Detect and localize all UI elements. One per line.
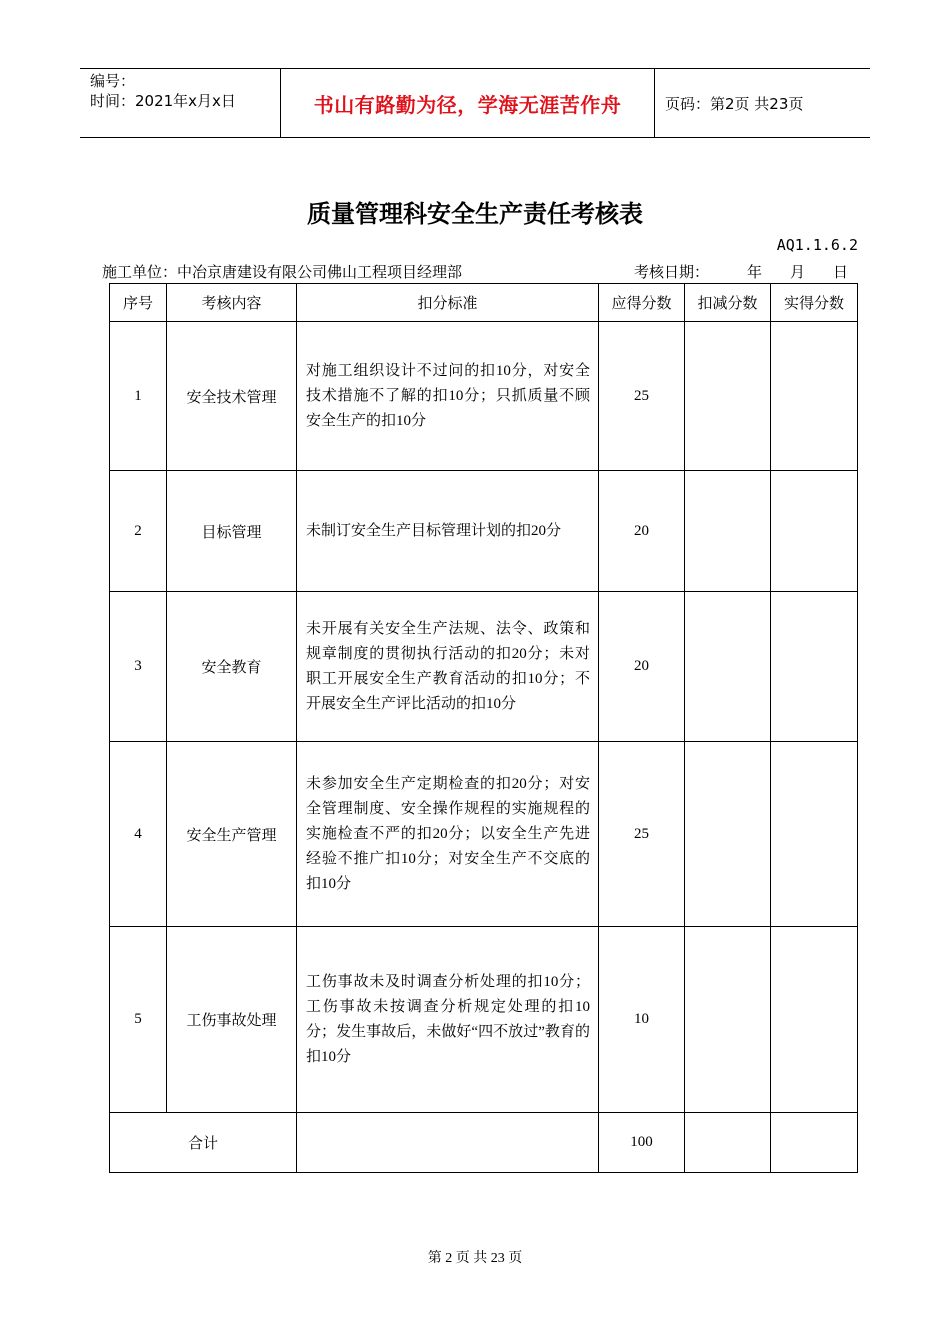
row-no: 5 (110, 927, 167, 1113)
total-score: 100 (599, 1113, 685, 1173)
header-criteria: 扣分标准 (297, 284, 599, 322)
table-row (110, 927, 858, 1113)
total-label: 合计 (110, 1113, 297, 1173)
total-actual-cell (771, 1113, 858, 1173)
row-item: 安全技术管理 (167, 322, 297, 471)
table-row (110, 471, 858, 592)
total-criteria-cell (297, 1113, 599, 1173)
row-criteria: 未制订安全生产目标管理计划的扣20分 (297, 471, 599, 592)
row-criteria: 未参加安全生产定期检查的扣20分；对安全管理制度、安全操作规程的实施规程的实施检查不严的扣20分；以安全生产先进经验不推广扣10分；对安全生产不交底的扣10分 (297, 742, 599, 927)
header-meta (80, 69, 281, 137)
row-no: 2 (110, 471, 167, 592)
row-no: 1 (110, 322, 167, 471)
row-actual-cell (771, 742, 858, 927)
row-actual-cell (771, 471, 858, 592)
row-criteria: 对施工组织设计不过问的扣10分，对安全技术措施不了解的扣10分；只抓质量不顾安全生产的扣10分 (297, 322, 599, 471)
unit-row (102, 261, 848, 282)
row-deduction-cell (685, 927, 771, 1113)
time-label: 时间：2021年x月x日 (90, 92, 236, 110)
row-criteria: 未开展有关安全生产法规、法令、政策和规章制度的贯彻执行活动的扣20分；未对职工开展安全生产教育活动的扣10分；不开展安全生产评比活动的扣10分 (297, 592, 599, 742)
row-actual-cell (771, 322, 858, 471)
document-title: 质量管理科安全生产责任考核表 (307, 200, 643, 228)
row-deduction-cell (685, 322, 771, 471)
row-item: 工伤事故处理 (167, 927, 297, 1113)
row-actual-cell (771, 592, 858, 742)
page-info: 页码：第2页 共23页 (665, 94, 804, 113)
construction-unit: 施工单位：中冶京唐建设有限公司佛山工程项目经理部 (102, 265, 463, 281)
row-score: 25 (599, 322, 685, 471)
row-deduction-cell (685, 592, 771, 742)
header-actual: 实得分数 (771, 284, 858, 322)
row-item: 目标管理 (167, 471, 297, 592)
table-row (110, 742, 858, 927)
table-header-row (110, 284, 858, 322)
row-item: 安全教育 (167, 592, 297, 742)
header-deduction: 扣减分数 (685, 284, 771, 322)
header-no: 序号 (110, 284, 167, 322)
row-actual-cell (771, 927, 858, 1113)
page-footer: 第 2 页 共 23 页 (427, 1251, 523, 1266)
table-row (110, 322, 858, 471)
document-code: AQ1.1.6.2 (776, 236, 858, 254)
row-deduction-cell (685, 742, 771, 927)
assessment-date (634, 261, 848, 282)
date-month: 月 (789, 265, 805, 281)
header-score: 应得分数 (599, 284, 685, 322)
row-deduction-cell (685, 471, 771, 592)
row-no: 3 (110, 592, 167, 742)
table-row (110, 592, 858, 742)
row-score: 25 (599, 742, 685, 927)
date-day: 日 (832, 265, 848, 281)
date-year: 年 (746, 265, 762, 281)
header-item: 考核内容 (167, 284, 297, 322)
date-label: 考核日期： (633, 265, 709, 281)
row-criteria: 工伤事故未及时调查分析处理的扣10分；工伤事故未按调查分析规定处理的扣10分；发生事故后，未做好“四不放过”教育的扣10分 (297, 927, 599, 1113)
assessment-table (109, 283, 858, 1173)
total-deduction-cell (685, 1113, 771, 1173)
total-row (110, 1113, 858, 1173)
row-item: 安全生产管理 (167, 742, 297, 927)
page-header (80, 68, 870, 138)
row-score: 20 (599, 471, 685, 592)
motto: 书山有路勤为径，学海无涯苦作舟 (281, 69, 655, 137)
row-score: 10 (599, 927, 685, 1113)
row-no: 4 (110, 742, 167, 927)
number-label: 编号： (90, 72, 136, 90)
row-score: 20 (599, 592, 685, 742)
